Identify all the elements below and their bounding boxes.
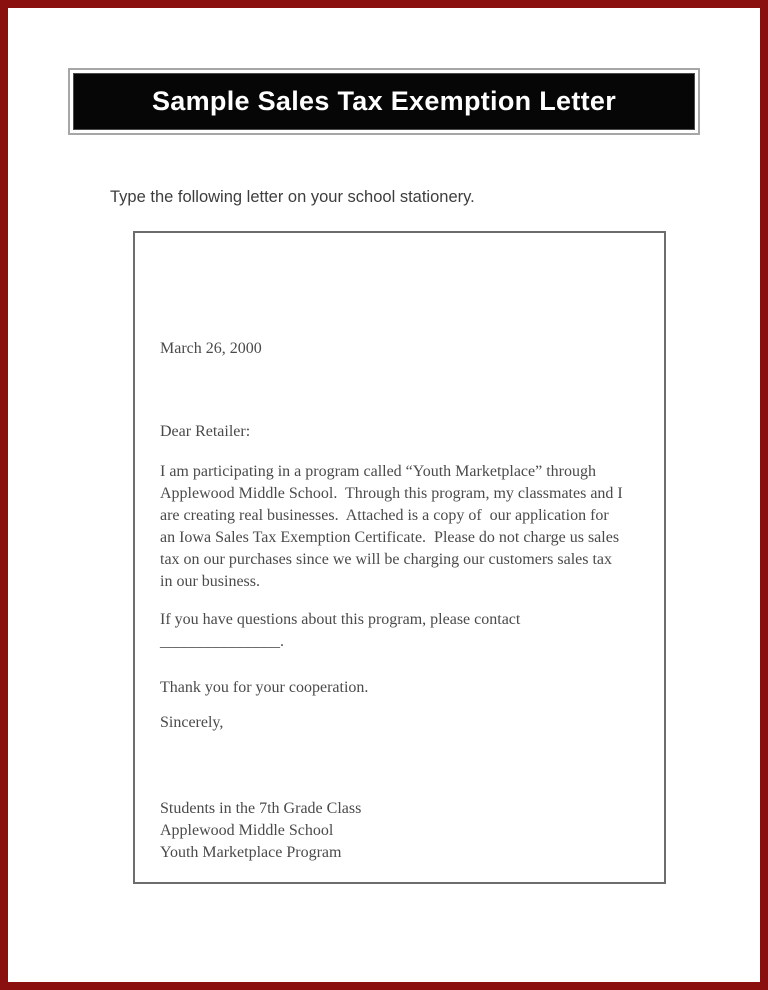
letter-date: March 26, 2000 (160, 340, 262, 357)
letter-contact-line: If you have questions about this program, please contact (160, 611, 521, 628)
letter-body-line: are creating real businesses. Attached is a copy of our application for (160, 507, 609, 524)
instruction-text: Type the following letter on your school stationery. (110, 188, 475, 206)
letter-signature-block (160, 798, 648, 864)
letter-salutation: Dear Retailer: (160, 423, 251, 440)
letter-body-line: Applewood Middle School. Through this program, my classmates and I (160, 485, 623, 502)
signature-line: Applewood Middle School (160, 822, 334, 839)
letter-body-line: I am participating in a program called “Youth Marketplace” through (160, 463, 597, 480)
letter-body-paragraph (160, 461, 648, 593)
signature-line: Youth Marketplace Program (160, 844, 342, 861)
letter-thanks-line: Thank you for your cooperation. (160, 679, 369, 696)
letter-closing: Sincerely, (160, 714, 224, 731)
letter-body-line: tax on our purchases since we will be charging our customers sales tax (160, 551, 613, 568)
signature-line: Students in the 7th Grade Class (160, 800, 362, 817)
page-title: Sample Sales Tax Exemption Letter (151, 86, 617, 116)
letter-box (133, 231, 666, 884)
letter-contact-paragraph (160, 609, 648, 653)
title-banner (68, 68, 700, 135)
letter-body-line: in our business. (160, 573, 260, 590)
title-banner-inner (73, 73, 695, 130)
letter-body-line: an Iowa Sales Tax Exemption Certificate. Please do not charge us sales (160, 529, 620, 546)
letter-contact-blank: _______________. (160, 633, 284, 650)
